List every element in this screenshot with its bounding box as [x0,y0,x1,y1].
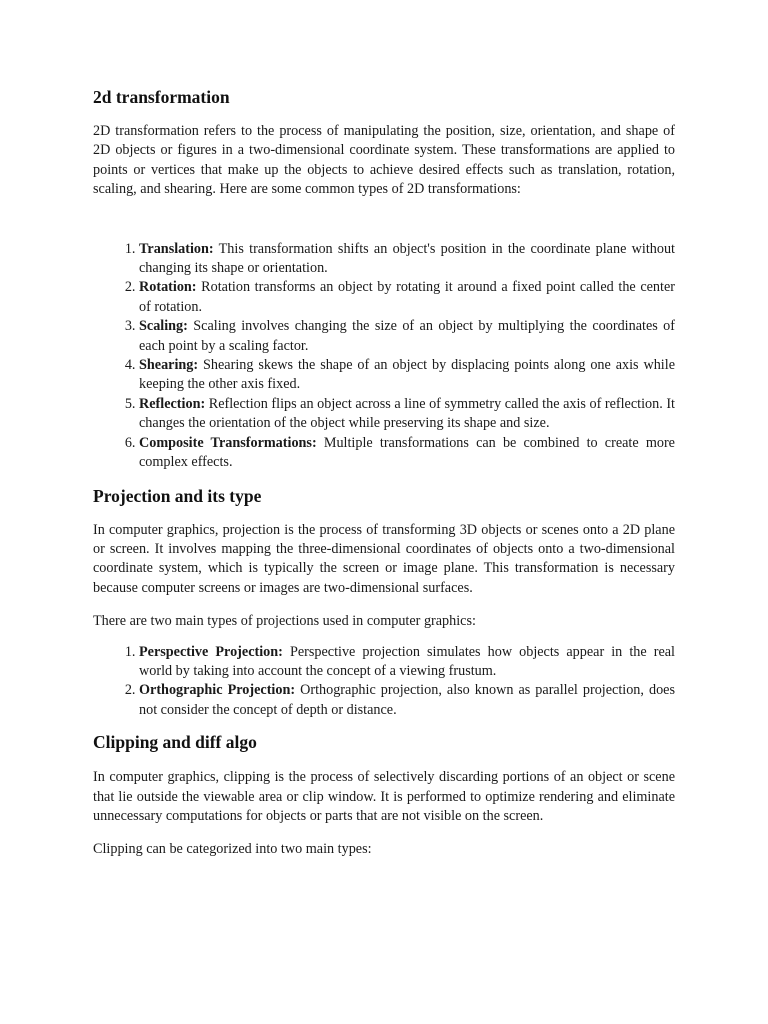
term: Orthographic Projection: [139,682,296,699]
definition: Orthographic projection, also known as parallel projection, does not consider the concept of depth or distance. [139,682,675,718]
list-item [139,681,675,720]
list-item [139,395,675,434]
list-item [139,240,675,279]
definition: Multiple transformations can be combined to create more complex effects. [139,434,675,471]
paragraph-projection-types-intro: There are two main types of projections used in computer graphics: [93,613,476,630]
definition: Shearing skews the shape of an object by displacing points along one axis while keeping the other axis fixed. [139,357,675,393]
term: Rotation: [139,279,197,296]
section-heading-2d-transformation: 2d transformation [93,87,230,107]
term: Perspective Projection: [139,643,283,660]
term: Scaling: [139,318,188,335]
list-item [139,643,675,682]
list-item [139,434,675,473]
section-heading-projection: Projection and its type [93,485,262,506]
list-projection-types [93,643,675,721]
term: Composite Transformations: [139,434,317,451]
list-2d-transformation-types [93,240,675,473]
paragraph-clipping-types-intro: Clipping can be categorized into two main types: [93,841,372,858]
document-page [93,86,675,860]
paragraph-2d-intro: 2D transformation refers to the process of manipulating the position, size, orientation, and shape of 2D objects or figures in a two-dimensional coordinate system. These transformations are applied to points or vertices that make up the objects to achieve desired effects such as translation, rotation, scaling, and shearing. Here are some common types of 2D transformations: [93,123,675,198]
definition: This transformation shifts an object's position in the coordinate plane without changing its shape or orientation. [139,240,675,277]
definition: Reflection flips an object across a line of symmetry called the axis of reflection. It changes the orientation of the object while preserving its shape and size. [139,395,675,432]
term: Translation: [139,240,214,257]
definition: Scaling involves changing the size of an object by multiplying the coordinates of each point by a scaling factor. [139,318,675,354]
section-heading-clipping: Clipping and diff algo [93,732,257,753]
list-item [139,317,675,356]
paragraph-projection-intro: In computer graphics, projection is the process of transforming 3D objects or scenes onto a 2D plane or screen. It involves mapping the three-dimensional coordinates of objects onto a two-dimensional coordinate system, which is typically the screen or image plane. This transformation is necessary because computer screens or images are two-dimensional surfaces. [93,521,675,596]
term: Reflection: [139,395,206,412]
list-item [139,278,675,317]
paragraph-clipping-intro: In computer graphics, clipping is the process of selectively discarding portions of an object or scene that lie outside the viewable area or clip window. It is performed to optimize rendering and eliminate unnecessary computations for objects or parts that are not visible on the screen. [93,769,675,824]
list-item [139,356,675,395]
definition: Perspective projection simulates how objects appear in the real world by taking into account the concept of a viewing frustum. [139,643,675,679]
term: Shearing: [139,357,199,374]
definition: Rotation transforms an object by rotating it around a fixed point called the center of rotation. [139,279,675,315]
